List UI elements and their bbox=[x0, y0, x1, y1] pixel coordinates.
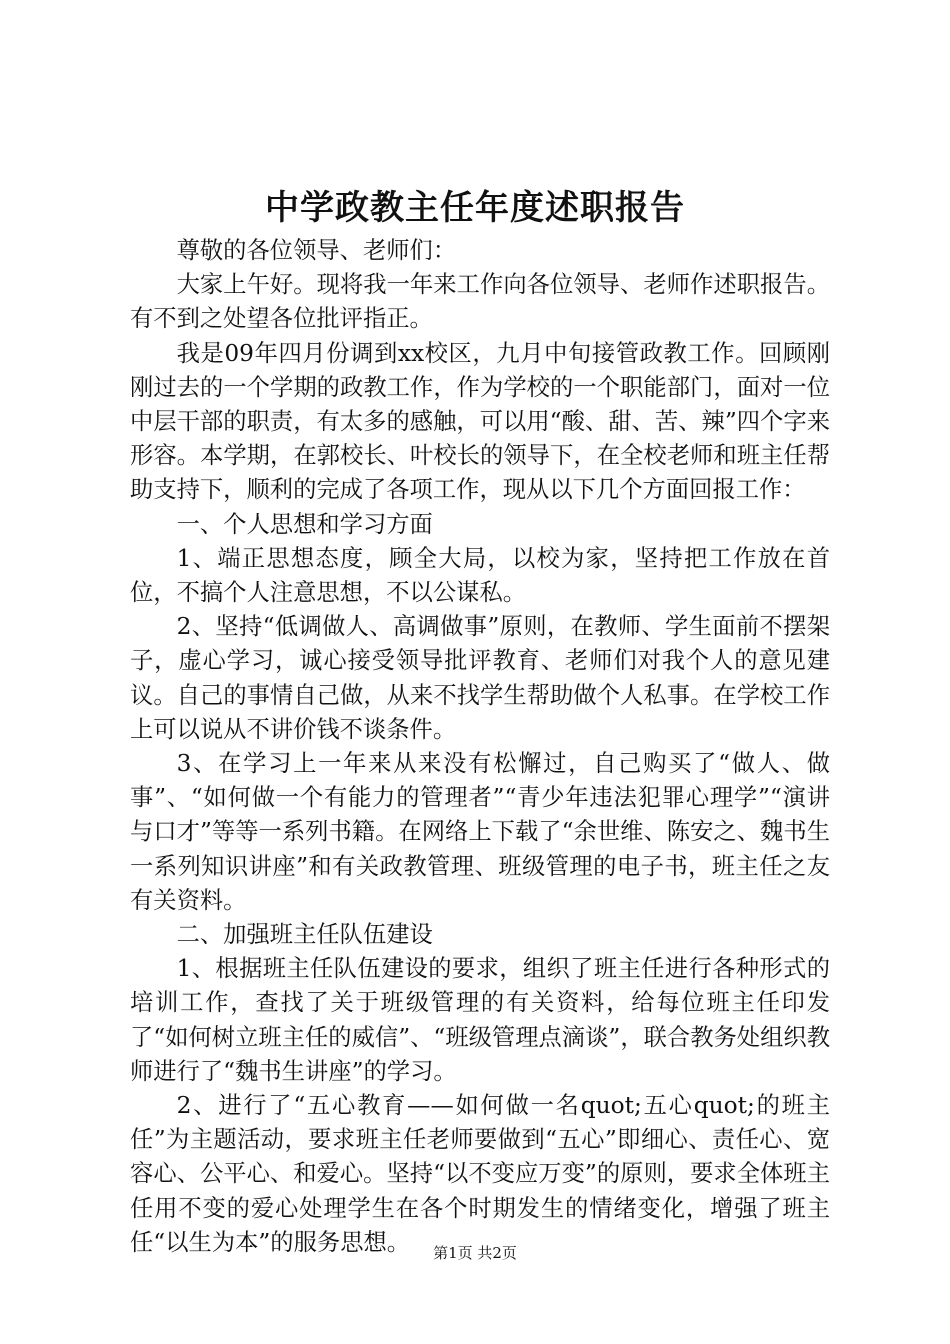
list-item: 1、根据班主任队伍建设的要求，组织了班主任进行各种形式的培训工作，查找了关于班级管理的有关资料，给每位班主任印发了“如何树立班主任的威信”、“班级管理点滴谈”，联合教务处组织教师进行了“魏书生讲座”的学习。 bbox=[130, 955, 830, 1085]
section-heading-2: 二、加强班主任队伍建设 bbox=[176, 921, 433, 949]
document-body bbox=[130, 234, 830, 1260]
list-item: 2、坚持“低调做人、高调做事”原则，在教师、学生面前不摆架子，虚心学习，诚心接受领导批评教育、老师们对我个人的意见建议。自己的事情自己做，从来不找学生帮助做个人私事。在学校工作上可以说从不讲价钱不谈条件。 bbox=[130, 613, 830, 743]
list-item: 2、进行了“五心教育——如何做一名quot;五心quot;的班主任”为主题活动，要求班主任老师要做到“五心”即细心、责任心、宽容心、公平心、和爱心。坚持“以不变应万变”的原则，要求全体班主任用不变的爱心处理学生在各个时期发生的情绪变化，增强了班主任“以生为本”的服务思想。 bbox=[130, 1092, 830, 1256]
section-heading-1: 一、个人思想和学习方面 bbox=[176, 510, 433, 538]
document-title: 中学政教主任年度述职报告 bbox=[265, 188, 685, 228]
list-item: 3、在学习上一年来从来没有松懈过，自己购买了“做人、做事”、“如何做一个有能力的管理者”“青少年违法犯罪心理学”“演讲与口才”等等一系列书籍。在网络上下载了“余世维、陈安之、魏书生一系列知识讲座”和有关政教管理、班级管理的电子书，班主任之友有关资料。 bbox=[130, 750, 830, 914]
salutation: 尊敬的各位领导、老师们： bbox=[176, 237, 457, 264]
list-item: 1、端正思想态度，顾全大局，以校为家，坚持把工作放在首位，不搞个人注意思想，不以公谋私。 bbox=[130, 544, 830, 607]
page-number: 第1页 共2页 bbox=[433, 1244, 517, 1262]
intro-paragraph: 我是09年四月份调到xx校区，九月中旬接管政教工作。回顾刚刚过去的一个学期的政教工作，作为学校的一个职能部门，面对一位中层干部的职责，有太多的感触，可以用“酸、甜、苦、辣”四个字来形容。本学期，在郭校长、叶校长的领导下，在全校老师和班主任帮助支持下，顺利的完成了各项工作，现从以下几个方面回报工作： bbox=[130, 339, 830, 504]
opening-paragraph: 大家上午好。现将我一年来工作向各位领导、老师作述职报告。有不到之处望各位批评指正。 bbox=[130, 271, 830, 333]
